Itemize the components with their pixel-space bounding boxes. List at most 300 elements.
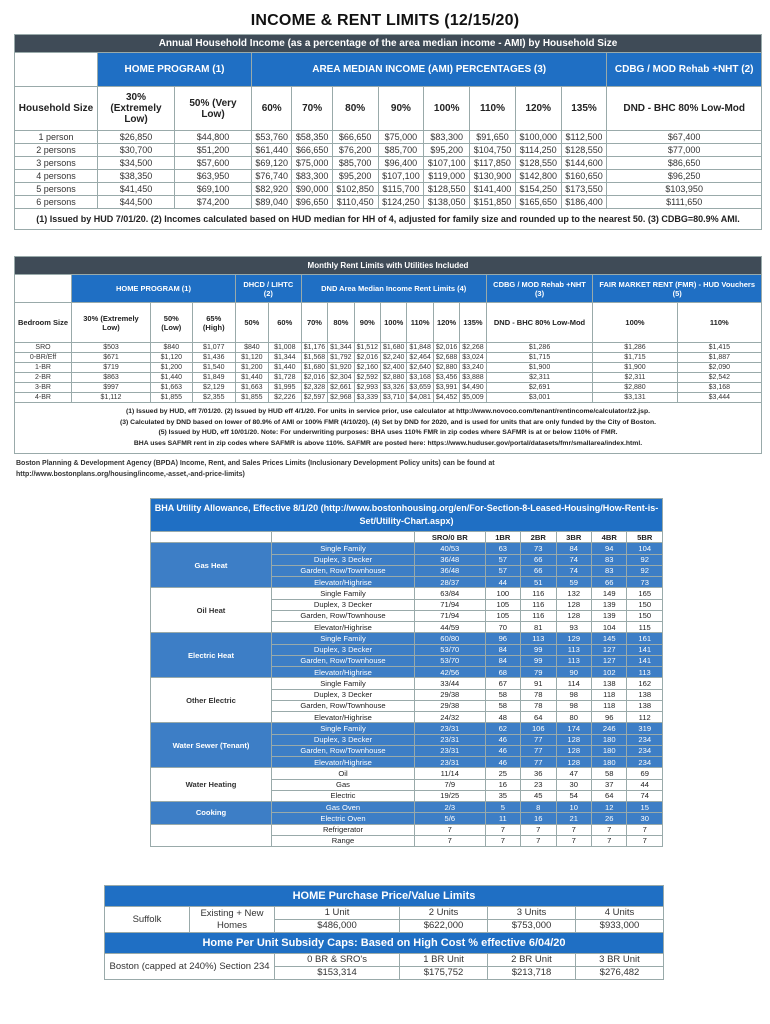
table-cell: $74,200 bbox=[175, 196, 252, 209]
table-cell: 5/6 bbox=[415, 813, 486, 824]
table-row bbox=[15, 131, 762, 144]
subsidy-header: 2 BR Unit bbox=[488, 954, 576, 967]
table-cell: 141 bbox=[627, 644, 663, 655]
table-cell: 116 bbox=[521, 588, 556, 599]
table-cell: 77 bbox=[521, 757, 556, 768]
table-cell: 12 bbox=[591, 802, 626, 813]
table-cell: $1,715 bbox=[486, 353, 593, 363]
table-cell: $1,120 bbox=[150, 353, 192, 363]
table-cell: 104 bbox=[591, 622, 626, 633]
table-cell: 36 bbox=[521, 768, 556, 779]
table-cell: 132 bbox=[556, 588, 591, 599]
table-cell: $1,176 bbox=[301, 343, 327, 353]
table-cell: $119,000 bbox=[424, 170, 470, 183]
table-cell: $2,592 bbox=[354, 373, 380, 383]
table-cell: 74 bbox=[556, 554, 591, 565]
table-cell: $719 bbox=[72, 363, 151, 373]
table-cell: $1,568 bbox=[301, 353, 327, 363]
row-label: 5 persons bbox=[15, 183, 98, 196]
table-cell: 7 bbox=[485, 824, 520, 835]
rent-col-header: 100% bbox=[593, 303, 677, 343]
table-cell: 62 bbox=[485, 723, 520, 734]
bedroom-size-header: Bedroom Size bbox=[15, 303, 72, 343]
table-cell: 10 bbox=[556, 802, 591, 813]
pct-header: 110% bbox=[470, 87, 516, 131]
table-cell: $1,663 bbox=[235, 383, 268, 393]
table-cell: 64 bbox=[591, 790, 626, 801]
col-30-header: 30% (Extremely Low) bbox=[98, 87, 175, 131]
table-cell: $144,600 bbox=[561, 157, 607, 170]
page-title: INCOME & RENT LIMITS (12/15/20) bbox=[250, 12, 520, 29]
table-cell: 139 bbox=[591, 599, 626, 610]
table-cell: 37 bbox=[591, 779, 626, 790]
table-cell: $1,440 bbox=[150, 373, 192, 383]
table-cell: $503 bbox=[72, 343, 151, 353]
utility-category: Water Sewer (Tenant) bbox=[151, 723, 272, 768]
table-cell: 7 bbox=[591, 824, 626, 835]
table-cell: 60/80 bbox=[415, 633, 486, 644]
table-cell: $2,968 bbox=[328, 393, 354, 403]
table-cell: $76,740 bbox=[252, 170, 292, 183]
table-row bbox=[151, 633, 663, 644]
table-cell: $44,500 bbox=[98, 196, 175, 209]
table-cell: $82,920 bbox=[252, 183, 292, 196]
table-row bbox=[151, 768, 663, 779]
table-cell: 30 bbox=[627, 813, 663, 824]
table-cell: 77 bbox=[521, 745, 556, 756]
table-row bbox=[151, 824, 663, 835]
row-label: 1 person bbox=[15, 131, 98, 144]
table-cell: 100 bbox=[485, 588, 520, 599]
table-cell: 128 bbox=[556, 757, 591, 768]
utility-subtype: Elevator/Highrise bbox=[272, 622, 415, 633]
table-cell: $96,650 bbox=[292, 196, 332, 209]
table-cell: 78 bbox=[521, 689, 556, 700]
table-cell: 83 bbox=[591, 565, 626, 576]
unit-header: 4 Units bbox=[575, 907, 663, 920]
table-cell: 66 bbox=[591, 577, 626, 588]
rent-col-header: 65% (High) bbox=[192, 303, 235, 343]
table-cell: $124,250 bbox=[378, 196, 424, 209]
table-cell: 7/9 bbox=[415, 779, 486, 790]
purchase-price-title: HOME Purchase Price/Value Limits bbox=[105, 886, 664, 907]
utility-col-header: 3BR bbox=[556, 532, 591, 543]
table-cell: 96 bbox=[485, 633, 520, 644]
table-cell: $58,350 bbox=[292, 131, 332, 144]
table-cell: $2,880 bbox=[433, 363, 459, 373]
utility-subtype: Garden, Row/Townhouse bbox=[272, 700, 415, 711]
table-cell: $111,650 bbox=[607, 196, 762, 209]
utility-category: Gas Heat bbox=[151, 543, 272, 588]
table-cell: 70 bbox=[485, 622, 520, 633]
pct-header: 60% bbox=[252, 87, 292, 131]
table-cell: 23/31 bbox=[415, 757, 486, 768]
table-cell: $160,650 bbox=[561, 170, 607, 183]
table-cell: 30 bbox=[556, 779, 591, 790]
table-cell: 7 bbox=[591, 835, 626, 846]
rent-col-header: 60% bbox=[268, 303, 301, 343]
table-cell: 16 bbox=[485, 779, 520, 790]
table-cell: 98 bbox=[556, 689, 591, 700]
table-cell: $2,542 bbox=[677, 373, 761, 383]
table-row bbox=[15, 183, 762, 196]
table-cell: $1,849 bbox=[192, 373, 235, 383]
table-cell: 116 bbox=[521, 599, 556, 610]
table-cell: 77 bbox=[521, 734, 556, 745]
unit-header: 2 Units bbox=[400, 907, 488, 920]
rent-table-caption: Monthly Rent Limits with Utilities Included bbox=[15, 257, 762, 275]
table-cell: $1,415 bbox=[677, 343, 761, 353]
table-row bbox=[151, 588, 663, 599]
table-cell: 26 bbox=[591, 813, 626, 824]
row-label: 2-BR bbox=[15, 373, 72, 383]
rent-home-program-header: HOME PROGRAM (1) bbox=[72, 275, 236, 303]
table-cell: $69,100 bbox=[175, 183, 252, 196]
table-cell: $2,688 bbox=[433, 353, 459, 363]
table-cell: $1,792 bbox=[328, 353, 354, 363]
table-cell: $3,456 bbox=[433, 373, 459, 383]
table-cell: $1,715 bbox=[593, 353, 677, 363]
table-cell: 113 bbox=[627, 667, 663, 678]
existing-label: Existing + New Homes bbox=[190, 907, 275, 933]
table-cell: 128 bbox=[556, 599, 591, 610]
utility-col-header: 4BR bbox=[591, 532, 626, 543]
table-cell: $61,440 bbox=[252, 144, 292, 157]
unit-value: $933,000 bbox=[575, 920, 663, 933]
table-cell: 81 bbox=[521, 622, 556, 633]
row-label: 3 persons bbox=[15, 157, 98, 170]
table-cell: 84 bbox=[485, 644, 520, 655]
table-cell: $38,350 bbox=[98, 170, 175, 183]
row-label: 4 persons bbox=[15, 170, 98, 183]
table-cell: $1,120 bbox=[235, 353, 268, 363]
table-cell: 150 bbox=[627, 599, 663, 610]
table-cell: 141 bbox=[627, 655, 663, 666]
table-cell: $151,850 bbox=[470, 196, 516, 209]
utility-table-title: BHA Utility Allowance, Effective 8/1/20 (http://www.bostonhousing.org/en/For-Section-8-Leased-Housing/How-Rent-is-Set/Utility-Chart.aspx) bbox=[151, 499, 663, 532]
table-cell: $102,850 bbox=[332, 183, 378, 196]
table-cell: $1,286 bbox=[486, 343, 593, 353]
subsidy-value: $276,482 bbox=[575, 967, 663, 980]
table-cell: 234 bbox=[627, 734, 663, 745]
table-cell: 7 bbox=[556, 824, 591, 835]
table-cell: 106 bbox=[521, 723, 556, 734]
table-cell: $66,650 bbox=[292, 144, 332, 157]
table-cell: $1,855 bbox=[150, 393, 192, 403]
table-cell: $95,200 bbox=[332, 170, 378, 183]
table-cell: 7 bbox=[521, 824, 556, 835]
table-cell: $128,550 bbox=[561, 144, 607, 157]
table-cell: 162 bbox=[627, 678, 663, 689]
ami-header: AREA MEDIAN INCOME (AMI) PERCENTAGES (3) bbox=[252, 53, 607, 87]
table-cell: 63/84 bbox=[415, 588, 486, 599]
rent-note-3: (5) Issued by HUD, eff 10/01/20. Note: For underwriting purposes: BHA uses 110% FMR in zip codes where SAFMR is at or below 110% of FMR. bbox=[158, 429, 618, 436]
cdbg-header: CDBG / MOD Rehab +NHT (2) bbox=[607, 53, 762, 87]
unit-value: $753,000 bbox=[488, 920, 576, 933]
table-cell: 105 bbox=[485, 610, 520, 621]
table-cell: $4,490 bbox=[460, 383, 486, 393]
table-row bbox=[15, 343, 762, 353]
table-cell: 64 bbox=[521, 712, 556, 723]
table-cell: 128 bbox=[556, 734, 591, 745]
rent-col-header: 100% bbox=[381, 303, 407, 343]
table-cell: $41,450 bbox=[98, 183, 175, 196]
table-cell: $75,000 bbox=[292, 157, 332, 170]
table-cell: $1,728 bbox=[268, 373, 301, 383]
utility-category: Electric Heat bbox=[151, 633, 272, 678]
table-cell: $2,226 bbox=[268, 393, 301, 403]
table-cell: 234 bbox=[627, 745, 663, 756]
table-cell: $86,650 bbox=[607, 157, 762, 170]
utility-subtype: Duplex, 3 Decker bbox=[272, 554, 415, 565]
table-cell: $69,120 bbox=[252, 157, 292, 170]
pct-header: 120% bbox=[515, 87, 561, 131]
table-cell: $3,339 bbox=[354, 393, 380, 403]
table-cell: 40/53 bbox=[415, 543, 486, 554]
table-cell: 44 bbox=[485, 577, 520, 588]
fmr-header: FAIR MARKET RENT (FMR) - HUD Vouchers (5) bbox=[593, 275, 762, 303]
table-cell: $2,304 bbox=[328, 373, 354, 383]
table-cell: 48 bbox=[485, 712, 520, 723]
table-cell: 29/38 bbox=[415, 689, 486, 700]
table-cell: $30,700 bbox=[98, 144, 175, 157]
table-cell: $1,200 bbox=[235, 363, 268, 373]
table-cell: 66 bbox=[521, 565, 556, 576]
table-cell: 7 bbox=[415, 835, 486, 846]
table-row bbox=[15, 363, 762, 373]
table-cell: 7 bbox=[485, 835, 520, 846]
table-cell: 28/37 bbox=[415, 577, 486, 588]
table-row bbox=[15, 383, 762, 393]
table-cell: 7 bbox=[415, 824, 486, 835]
table-cell: 114 bbox=[556, 678, 591, 689]
rent-col-header: 70% bbox=[301, 303, 327, 343]
table-cell: $83,300 bbox=[424, 131, 470, 144]
table-cell: $2,160 bbox=[354, 363, 380, 373]
table-cell: 51 bbox=[521, 577, 556, 588]
table-cell: 47 bbox=[556, 768, 591, 779]
utility-subtype: Single Family bbox=[272, 723, 415, 734]
table-cell: 19/25 bbox=[415, 790, 486, 801]
table-cell: 150 bbox=[627, 610, 663, 621]
table-cell: 115 bbox=[627, 622, 663, 633]
table-cell: 129 bbox=[556, 633, 591, 644]
table-cell: 58 bbox=[485, 689, 520, 700]
row-label: 6 persons bbox=[15, 196, 98, 209]
table-cell: $2,640 bbox=[407, 363, 433, 373]
row-label: 2 persons bbox=[15, 144, 98, 157]
rent-col-header: 135% bbox=[460, 303, 486, 343]
utility-subtype: Electric Oven bbox=[272, 813, 415, 824]
utility-subtype: Duplex, 3 Decker bbox=[272, 644, 415, 655]
table-cell: 116 bbox=[521, 610, 556, 621]
table-cell: $2,880 bbox=[593, 383, 677, 393]
table-cell: 69 bbox=[627, 768, 663, 779]
table-cell: 58 bbox=[485, 700, 520, 711]
table-cell: 54 bbox=[556, 790, 591, 801]
table-cell: $44,800 bbox=[175, 131, 252, 144]
utility-subtype: Garden, Row/Townhouse bbox=[272, 565, 415, 576]
table-cell: $4,452 bbox=[433, 393, 459, 403]
table-cell: 118 bbox=[591, 700, 626, 711]
table-cell: $1,855 bbox=[235, 393, 268, 403]
dnd-bhc-header: DND - BHC 80% Low-Mod bbox=[486, 303, 593, 343]
table-cell: $117,850 bbox=[470, 157, 516, 170]
table-cell: 29/38 bbox=[415, 700, 486, 711]
utility-subtype: Elevator/Highrise bbox=[272, 577, 415, 588]
utility-category: Oil Heat bbox=[151, 588, 272, 633]
table-cell: 174 bbox=[556, 723, 591, 734]
table-cell: 105 bbox=[485, 599, 520, 610]
rent-col-header: 110% bbox=[677, 303, 761, 343]
table-cell: $1,680 bbox=[381, 343, 407, 353]
table-cell: $1,112 bbox=[72, 393, 151, 403]
table-cell: $107,100 bbox=[424, 157, 470, 170]
table-cell: 11/14 bbox=[415, 768, 486, 779]
table-cell: 71/94 bbox=[415, 599, 486, 610]
rent-limits-table bbox=[14, 256, 762, 454]
table-cell: 15 bbox=[627, 802, 663, 813]
table-cell: 46 bbox=[485, 734, 520, 745]
table-cell: 113 bbox=[556, 655, 591, 666]
table-cell: 7 bbox=[627, 824, 663, 835]
table-cell: 46 bbox=[485, 745, 520, 756]
table-cell: $1,436 bbox=[192, 353, 235, 363]
table-cell: $997 bbox=[72, 383, 151, 393]
table-cell: 98 bbox=[556, 700, 591, 711]
income-table-caption: Annual Household Income (as a percentage of the area median income - AMI) by Household Size bbox=[15, 35, 762, 53]
table-cell: $3,326 bbox=[381, 383, 407, 393]
utility-category: Cooking bbox=[151, 802, 272, 825]
table-cell: $89,040 bbox=[252, 196, 292, 209]
table-cell: 128 bbox=[556, 745, 591, 756]
table-cell: $2,691 bbox=[486, 383, 593, 393]
table-cell: 71/94 bbox=[415, 610, 486, 621]
suffolk-label: Suffolk bbox=[105, 907, 190, 933]
table-cell: $3,991 bbox=[433, 383, 459, 393]
unit-header: 3 Units bbox=[488, 907, 576, 920]
table-cell: 83 bbox=[591, 554, 626, 565]
table-cell: 319 bbox=[627, 723, 663, 734]
table-cell: $3,131 bbox=[593, 393, 677, 403]
table-row bbox=[15, 157, 762, 170]
table-row bbox=[15, 373, 762, 383]
table-cell: 92 bbox=[627, 554, 663, 565]
table-cell: $1,440 bbox=[268, 363, 301, 373]
bpda-note: Boston Planning & Development Agency (BPDA) Income, Rent, and Sales Prices Limits (Inclusionary Development Policy units) can be found at http://www.bostonplans.org/housing/income,-asset,-and-price-limits) bbox=[16, 460, 495, 478]
row-label: 3-BR bbox=[15, 383, 72, 393]
utility-col-header: 1BR bbox=[485, 532, 520, 543]
table-cell: $2,328 bbox=[301, 383, 327, 393]
utility-col-header: 2BR bbox=[521, 532, 556, 543]
table-cell: 57 bbox=[485, 554, 520, 565]
table-cell: $1,200 bbox=[150, 363, 192, 373]
table-cell: 149 bbox=[591, 588, 626, 599]
table-cell: 139 bbox=[591, 610, 626, 621]
subsidy-header: 0 BR & SRO's bbox=[275, 954, 400, 967]
table-cell: $3,710 bbox=[381, 393, 407, 403]
rent-col-header: 30% (Extremely Low) bbox=[72, 303, 151, 343]
col-50-header: 50% (Very Low) bbox=[175, 87, 252, 131]
table-cell: $2,661 bbox=[328, 383, 354, 393]
table-cell: $3,001 bbox=[486, 393, 593, 403]
table-cell: 74 bbox=[556, 565, 591, 576]
table-cell: $142,800 bbox=[515, 170, 561, 183]
utility-subtype: Duplex, 3 Decker bbox=[272, 599, 415, 610]
table-cell: $85,700 bbox=[378, 144, 424, 157]
table-cell: $2,129 bbox=[192, 383, 235, 393]
utility-subtype: Gas bbox=[272, 779, 415, 790]
table-cell: 46 bbox=[485, 757, 520, 768]
unit-header: 1 Unit bbox=[275, 907, 400, 920]
utility-category: Water Heating bbox=[151, 768, 272, 802]
table-cell: $141,400 bbox=[470, 183, 516, 196]
table-cell: $1,286 bbox=[593, 343, 677, 353]
utility-subtype: Oil bbox=[272, 768, 415, 779]
table-cell: 180 bbox=[591, 734, 626, 745]
table-cell: 23 bbox=[521, 779, 556, 790]
table-cell: $130,900 bbox=[470, 170, 516, 183]
table-cell: $51,200 bbox=[175, 144, 252, 157]
table-cell: 92 bbox=[627, 565, 663, 576]
table-cell: 23/31 bbox=[415, 734, 486, 745]
table-cell: $165,650 bbox=[515, 196, 561, 209]
table-cell: 138 bbox=[591, 678, 626, 689]
table-cell: $1,008 bbox=[268, 343, 301, 353]
table-cell: 44/59 bbox=[415, 622, 486, 633]
table-row bbox=[15, 144, 762, 157]
table-cell: 45 bbox=[521, 790, 556, 801]
table-cell: $63,950 bbox=[175, 170, 252, 183]
table-cell: $1,920 bbox=[328, 363, 354, 373]
table-cell: $840 bbox=[150, 343, 192, 353]
table-cell: 53/70 bbox=[415, 644, 486, 655]
table-cell: 7 bbox=[556, 835, 591, 846]
table-cell: $2,240 bbox=[381, 353, 407, 363]
unit-value: $622,000 bbox=[400, 920, 488, 933]
pct-header: 100% bbox=[424, 87, 470, 131]
utility-col-header: 5BR bbox=[627, 532, 663, 543]
rent-col-header: 110% bbox=[407, 303, 433, 343]
home-program-header: HOME PROGRAM (1) bbox=[98, 53, 252, 87]
table-cell: $2,880 bbox=[381, 373, 407, 383]
utility-subtype: Refrigerator bbox=[272, 824, 415, 835]
table-cell: 80 bbox=[556, 712, 591, 723]
table-cell: 58 bbox=[591, 768, 626, 779]
table-cell: 23/31 bbox=[415, 723, 486, 734]
table-cell: $2,016 bbox=[433, 343, 459, 353]
table-cell: 138 bbox=[627, 700, 663, 711]
table-cell: 68 bbox=[485, 667, 520, 678]
table-cell: 35 bbox=[485, 790, 520, 801]
table-cell: $85,700 bbox=[332, 157, 378, 170]
subsidy-value: $175,752 bbox=[400, 967, 488, 980]
utility-category bbox=[151, 824, 272, 847]
utility-subtype: Elevator/Highrise bbox=[272, 667, 415, 678]
table-cell: 145 bbox=[591, 633, 626, 644]
utility-subtype: Single Family bbox=[272, 588, 415, 599]
table-cell: 36/48 bbox=[415, 565, 486, 576]
table-cell: 84 bbox=[485, 655, 520, 666]
table-cell: $26,850 bbox=[98, 131, 175, 144]
utility-subtype: Range bbox=[272, 835, 415, 846]
subsidy-header: 1 BR Unit bbox=[400, 954, 488, 967]
table-cell: 93 bbox=[556, 622, 591, 633]
table-cell: $110,450 bbox=[332, 196, 378, 209]
table-cell: 44 bbox=[627, 779, 663, 790]
utility-subtype: Elevator/Highrise bbox=[272, 757, 415, 768]
table-cell: 96 bbox=[591, 712, 626, 723]
